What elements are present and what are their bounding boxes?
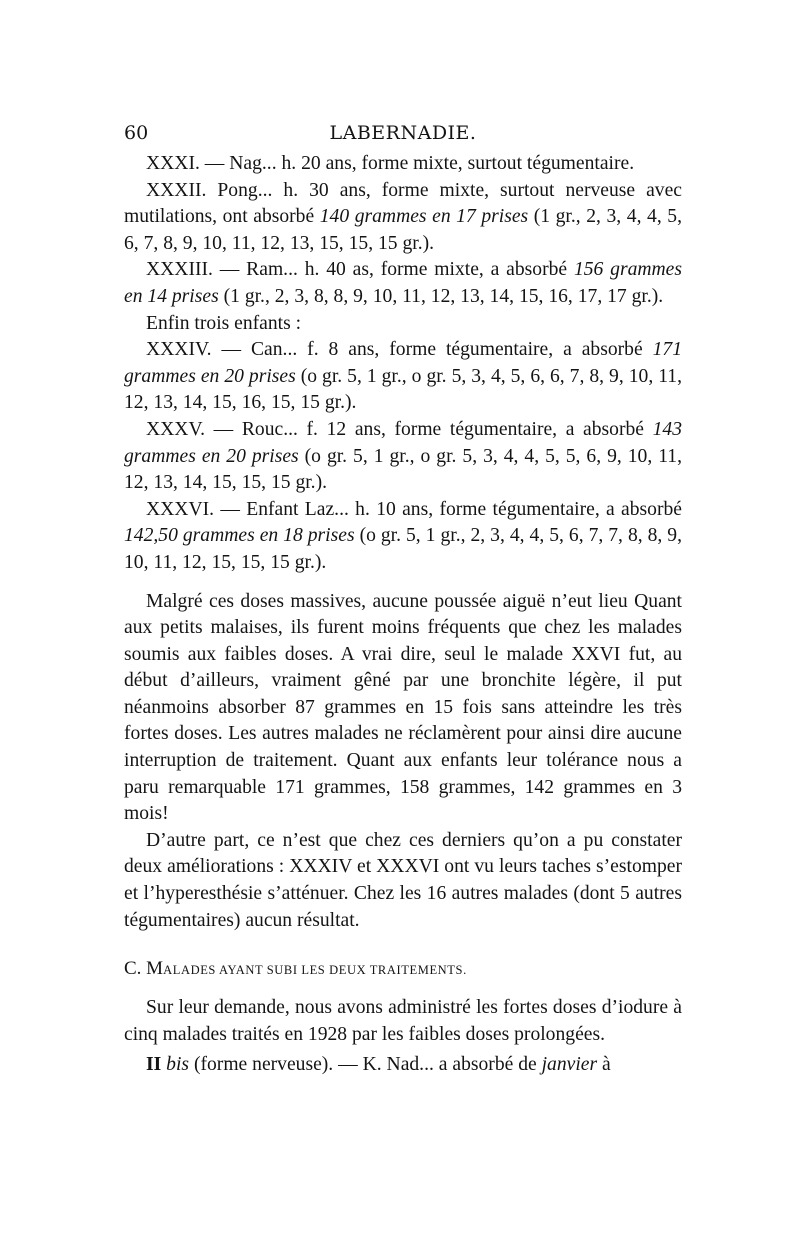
case-number: XXXI. — [146, 153, 200, 174]
body-paragraph: Sur leur demande, nous avons administré les fortes doses d’iodure à cinq malades traités en 1928 par les faibles doses prolongées. — [124, 997, 682, 1045]
section-heading — [124, 956, 682, 983]
case-number: II — [146, 1054, 162, 1076]
case-text: — Enfant Laz... h. 10 ans, forme tégumentaire, a absorbé — [214, 498, 682, 520]
dose-total: 140 grammes en 17 prises — [319, 206, 529, 228]
dose-schedule: (o gr. 5, 1 gr., o gr. 5, 3, 4, 4, 5, 5, 6, 9, 10, 11, 12, 13, 14, 15, 15, 15 gr.). — [124, 445, 682, 494]
month: janvier — [541, 1054, 598, 1076]
dose-schedule: (1 gr., 2, 3, 8, 8, 9, 10, 11, 12, 13, 14, 15, 16, 17, 17 gr.). — [218, 285, 664, 307]
case-number: XXXIV. — [146, 339, 212, 361]
case-text: — Rouc... f. 12 ans, forme tégumentaire, a absorbé — [204, 418, 653, 440]
section-letter: C. M — [124, 958, 164, 980]
case-text: — Can... f. 8 ans, forme tégumentaire, a absorbé — [211, 339, 653, 361]
case-number: XXXVI. — [146, 498, 215, 520]
case-entry — [124, 1052, 682, 1079]
dose-schedule: (o gr. 5, 1 gr., 2, 3, 4, 4, 5, 6, 7, 7, 8, 8, 9, 10, 11, 12, 15, 15, 15 gr.). — [124, 525, 683, 573]
dose-schedule: (1 gr., 2, 3, 4, 4, 5, 6, 7, 8, 9, 10, 11, 12, 13, 15, 15, 15 gr.). — [124, 206, 682, 254]
case-entry — [124, 178, 682, 258]
dose-total: 171 grammes en 20 prises — [124, 339, 682, 387]
section-title: ALADES AYANT SUBI LES DEUX TRAITEMENTS. — [163, 963, 467, 978]
case-text-tail: à — [597, 1054, 611, 1076]
case-text: Pong... h. 30 ans, forme mixte, surtout nerveuse avec mutilations, ont absorbé — [124, 179, 682, 228]
body-paragraph: D’autre part, ce n’est que chez ces derniers qu’on a pu constater deux améliorations : XXXIV et XXXVI ont vu leurs taches s’estomper et l’hyperesthésie s’atténuer. Chez les 16 autres malades (dont 5 autres tégumentaires) aucun résultat. — [124, 829, 682, 931]
case-text: (forme nerveuse). — K. Nad... a absorbé de — [189, 1054, 542, 1076]
case-entry — [124, 497, 682, 577]
case-text: — Ram... h. 40 as, forme mixte, a absorbé — [212, 259, 574, 281]
case-entry — [124, 257, 682, 310]
case-number: XXXII. — [146, 179, 207, 201]
body-paragraph: Malgré ces doses massives, aucune poussée aiguë n’eut lieu Quant aux petits malaises, ils furent moins fréquents que chez les malades soumis aux faibles doses. A vrai dire, seul le malade XXVI fut, au début d’ailleurs, vraiment gêné par une bronchite légère, il put néanmoins absorber 87 grammes en 15 fois sans atteindre les très fortes doses. Les autres malades ne réclamèrent pour ainsi dire aucune interruption de traitement. Quant aux enfants leur tolérance nous a paru remarquable 171 grammes, 158 grammes, 142 grammes en 3 mois! — [124, 590, 682, 825]
running-title: LABERNADIE. — [329, 122, 477, 144]
page-number: 60 — [124, 122, 149, 144]
dose-total: 143 grammes en 20 prises — [124, 418, 682, 467]
children-intro: Enfin trois enfants : — [146, 312, 302, 334]
dose-total: 156 grammes en 14 prises — [124, 259, 682, 307]
case-text: — Nag... h. 20 ans, forme mixte, surtout tégumentaire. — [199, 153, 635, 174]
case-number: XXXV. — [146, 418, 205, 440]
case-entry — [124, 337, 682, 417]
dose-total: 142,50 grammes en 18 prises — [124, 525, 355, 547]
page-body — [124, 151, 682, 1079]
dose-schedule: (o gr. 5, 1 gr., o gr. 5, 3, 4, 5, 6, 6, 7, 8, 9, 10, 11, 12, 13, 14, 15, 16, 15, 15 gr.). — [124, 365, 682, 414]
case-number: XXXIII. — [146, 259, 213, 281]
page-header — [124, 120, 682, 146]
case-entry — [124, 151, 682, 178]
case-bis: bis — [166, 1054, 190, 1076]
case-entry — [124, 417, 682, 497]
